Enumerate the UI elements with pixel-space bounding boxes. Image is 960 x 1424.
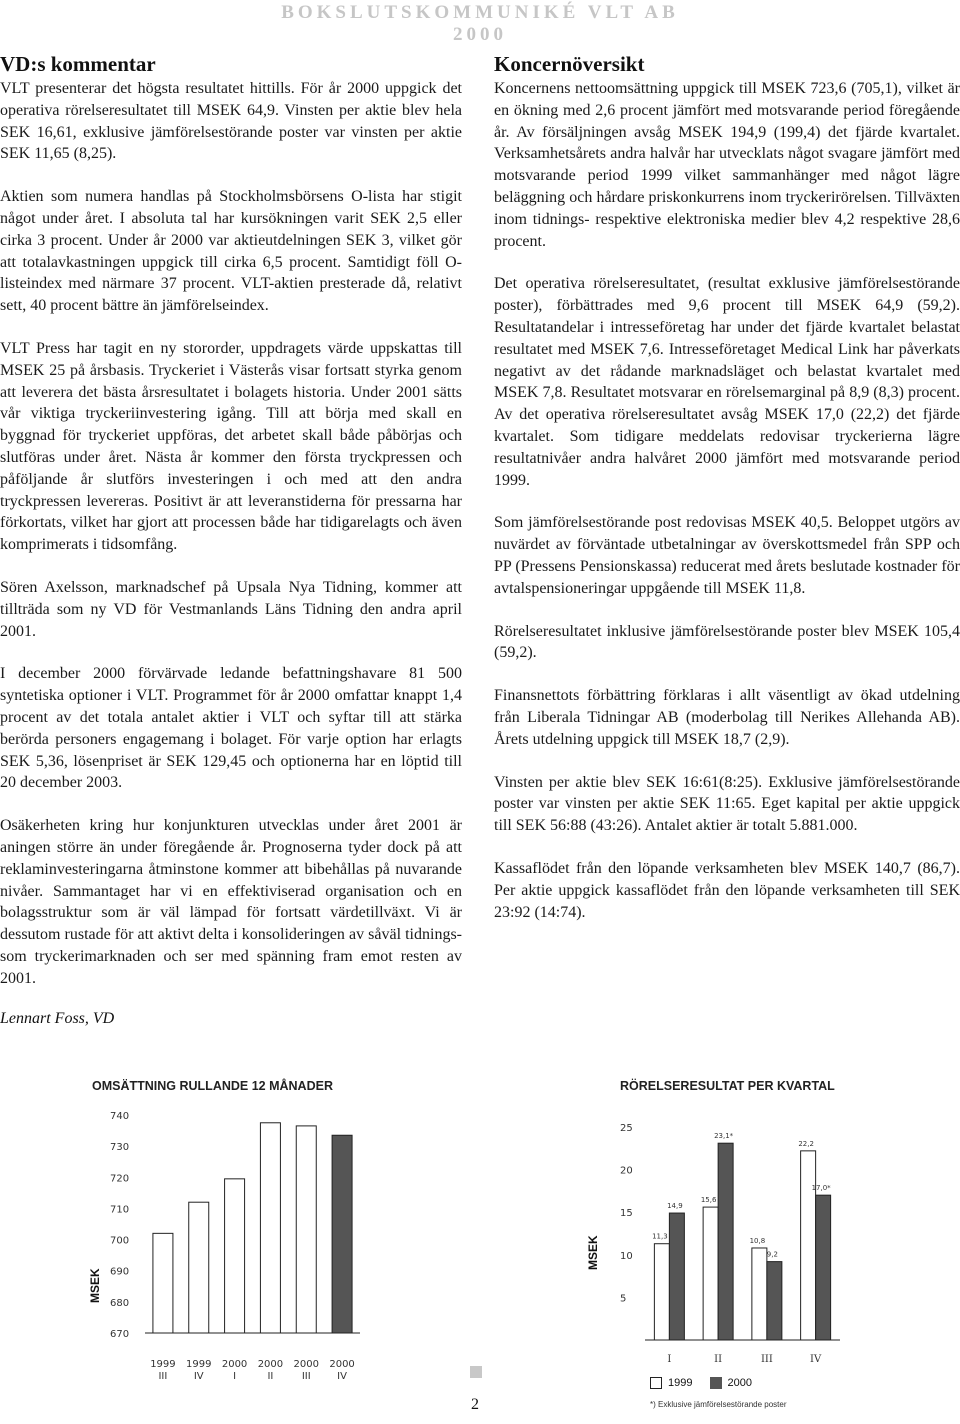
paragraph: Osäkerheten kring hur konjunkturen utvecklas under året 2001 är aningen större än under föregående år. Prognoserna tyder dock på att reklaminvesteringarna åtminstone kommer att bibehållas på nuvarande nivåer. Sammantaget har vi en effektiviserad organisation och en bolagsstruktur som är väl lämpad för fortsatt värdetillväxt. Vi är dessutom rustade för att aktivt delta i konsolideringen av såväl tidnings- som tryckerimarknaden och ser med spänning fram emot resten av 2001. <box>0 817 462 987</box>
bar <box>189 1202 209 1333</box>
chart-y-axis-label: MSEK <box>586 1235 600 1270</box>
legend-label: 1999 <box>668 1377 693 1390</box>
paragraph: Sören Axelsson, marknadschef på Upsala Nya Tidning, kommer att tillträda som ny VD för Vestmanlands Läns Tidning den andra april 2001. <box>0 578 462 640</box>
paragraph: Aktien som numera handlas på Stockholmsbörsens O-lista har stigit något under året. I absoluta tal har kursökningen varit SEK 2,5 eller cirka 3 procent. Under år 2000 var aktieutdelningen SEK 3, vilket gör att totalavkastningen uppgick till cirka 6,5 procent. Samtidigt föll O-listeindex med närmare 37 procent. VLT-aktien presterade då, relativt sett, 40 procent bättre än jämförelseindex. <box>0 188 462 315</box>
y-tick-label: 700 <box>110 1235 130 1247</box>
y-tick-label: 15 <box>620 1208 633 1220</box>
bar <box>225 1179 245 1333</box>
bar <box>801 1151 816 1340</box>
paragraph: Det operativa rörelseresultatet, (resultat exklusive jämförelsestörande poster), förbättrades med 9,6 procent till MSEK 64,9 (59,2). Resultatandelar i intresseföretag har under det fjärde kvartalet belastat resultatet med MSEK 7,6. Intresseföretaget Medical Link har påverkats negativt av det rådande marknadsläget och belastat kvartalet med MSEK 7,8. Resultatet motsvarar en rörelsemarginal på 8,9 (8,3) procent. Av det operativa rörelseresultatet avsåg MSEK 17,0 (22,2) det fjärde kvartalet. Som tidigare meddelats redovisar tryckerierna lägre resultatnivåer andra halvåret 2000 jämfört med motsvarande period 1999. <box>494 275 960 489</box>
bar <box>767 1262 782 1340</box>
section-title-vd-comment: VD:s kommentar <box>0 52 156 76</box>
bar <box>654 1244 669 1340</box>
paragraph: Finansnettots förbättring förklaras i allt väsentligt av ökad utdelning från Liberala Tidningar AB (moderbolag till Nerikes Allehanda AB). Årets utdelning uppgick till MSEK 18,7 (2,9). <box>494 687 960 748</box>
y-tick-label: 20 <box>620 1165 633 1177</box>
data-label: 15,6 <box>700 1196 717 1205</box>
operating-profit-chart-plot <box>560 1075 860 1420</box>
chart-title: RÖRELSERESULTAT PER KVARTAL <box>620 1079 835 1093</box>
x-tick-label: II <box>714 1354 723 1365</box>
y-tick-label: 10 <box>620 1250 633 1262</box>
y-tick-label: 25 <box>620 1123 633 1134</box>
data-label: 22,2 <box>798 1139 814 1148</box>
right-column <box>494 52 960 944</box>
revenue-chart-plot <box>60 1075 410 1400</box>
data-label: 10,8 <box>749 1236 766 1245</box>
legend-swatch-2000 <box>710 1377 722 1389</box>
x-tick-label: IV <box>810 1354 822 1365</box>
data-label: 9,2 <box>766 1250 778 1259</box>
y-tick-label: 710 <box>110 1204 130 1216</box>
x-tick-label: III <box>760 1354 773 1365</box>
bar <box>332 1135 352 1333</box>
chart-title: OMSÄTTNING RULLANDE 12 MÅNADER <box>92 1079 333 1093</box>
x-tick-label: III <box>301 1371 311 1382</box>
page-number: 2 <box>471 1396 479 1413</box>
operating-profit-chart <box>560 1075 860 1420</box>
y-tick-label: 680 <box>110 1297 130 1309</box>
bar <box>153 1233 173 1333</box>
paragraph: Vinsten per aktie blev SEK 16:61(8:25). Exklusive jämförelsestörande poster var vinsten per aktie SEK 11:65. Eget kapital per aktie uppgick till SEK 56:88 (43:26). Antalet aktier är totalt 5.881.000. <box>494 773 960 835</box>
bar <box>703 1207 718 1340</box>
header-title: BOKSLUTSKOMMUNIKÉ VLT AB 2000 <box>281 2 679 45</box>
data-label: 23,1* <box>714 1132 734 1141</box>
legend-label: 2000 <box>727 1377 753 1390</box>
chart-footnote: *) Exklusive jämförelsestörande poster <box>650 1400 787 1409</box>
paragraph: VLT presenterar det högsta resultatet hittills. För år 2000 uppgick det operativa rörelseresultatet till MSEK 64,9. Vinsten per aktie blev hela SEK 16,61, exklusive jämförelsestörande poster var vinsten per aktie SEK 11,65 (8,25). <box>0 80 462 163</box>
y-tick-label: 670 <box>110 1329 130 1340</box>
paragraph: I december 2000 förvärvade ledande befattningshavare 81 500 syntetiska optioner i VLT. Programmet för år 2000 omfattar knappt 1,4 procent av det totala antalet aktier i VLT och syftar till att stärka berörda personers engagemang i bolaget. För varje option har erlagts SEK 5,36, lösenpriset är SEK 129,45 och optionerna har en löptid till 20 december 2003. <box>0 665 462 792</box>
x-tick-label: 1999 <box>150 1359 176 1370</box>
paragraph: Som jämförelsestörande post redovisas MSEK 40,5. Beloppet utgörs av nuvärdet av förväntade utbetalningar av överskottsmedel från SPP och PP (Pressens Pensionskassa) reducerat med årets beslutade kostnader för avtalspensioneringar uppgående till MSEK 11,8. <box>494 514 960 597</box>
y-tick-label: 740 <box>110 1111 130 1122</box>
x-tick-label: 2000 <box>293 1359 319 1370</box>
chart-y-axis-label: MSEK <box>88 1268 102 1303</box>
y-tick-label: 690 <box>110 1266 130 1278</box>
page-header <box>0 0 960 45</box>
bar <box>752 1248 767 1340</box>
x-tick-label: II <box>267 1371 274 1382</box>
x-tick-label: III <box>158 1371 168 1382</box>
paragraph: Kassaflödet från den löpande verksamheten blev MSEK 140,7 (86,7). Per aktie uppgick kassaflödet från den löpande verksamheten till SEK 23:92 (14:74). <box>494 859 960 921</box>
data-label: 11,3 <box>652 1232 668 1241</box>
y-tick-label: 5 <box>620 1293 627 1305</box>
x-tick-label: IV <box>337 1371 347 1382</box>
bar <box>260 1123 280 1333</box>
x-tick-label: 2000 <box>257 1359 284 1370</box>
paragraph: VLT Press har tagit en ny stororder, uppdragets värde uppskattas till MSEK 25 på årsbasis. Tryckeriet i Västerås visar fortsatt styrka genom att leverera det bästa årsresultatet i bolagets historia. Under 2001 sätts vår viktiga tryckeriinvestering igång. Till att börja med skall en byggnad för tryckeriet uppföras, det arbetet skall både påbörjas och slutföras under året. Nästa år kommer den första tryckpressen och påföljande år slutförs investeringen i och med att den andra tryckpressen levereras. Positivt är att leveranstiderna för pressarna har förkortats, vilket har gjort att processen både har tidigarelagts och även komprimerats i tidsomfång. <box>0 339 462 554</box>
legend-swatch-1999 <box>650 1377 662 1389</box>
paragraph: Koncernens nettoomsättning uppgick till MSEK 723,6 (705,1), vilket är en ökning med 2,6 procent jämfört med motsvarande period föregående år. Av försäljningen avsåg MSEK 194,9 (199,4) det fjärde kvartalet. Verksamhetsårets andra halvår har utvecklats något svagare jämfört med motsvarande period 1999 vilket sammanhänger med något lägre beläggning och hårdare priskonkurrens inom tryckerirörelsen. Tillväxten inom tidnings- respektive elektroniska medier blev 4,2 respektive 28,6 procent. <box>494 80 960 250</box>
x-tick-label: 1999 <box>186 1359 212 1370</box>
y-tick-label: 720 <box>110 1173 130 1185</box>
paragraph: Rörelseresultatet inklusive jämförelsestörande poster blev MSEK 105,4 (59,2). <box>494 622 960 662</box>
x-tick-label: IV <box>193 1371 204 1382</box>
x-tick-label: I <box>233 1371 237 1382</box>
x-tick-label: 2000 <box>221 1359 248 1370</box>
y-tick-label: 730 <box>110 1142 130 1154</box>
bar <box>296 1126 316 1333</box>
x-tick-label: 2000 <box>329 1359 355 1370</box>
bar <box>816 1195 831 1340</box>
bar <box>718 1143 733 1340</box>
data-label: 14,9 <box>667 1202 683 1211</box>
revenue-chart <box>60 1075 410 1400</box>
chart-legend <box>650 1377 766 1389</box>
left-column <box>0 52 462 1010</box>
x-tick-label: I <box>667 1354 672 1365</box>
data-label: 17,0* <box>811 1184 831 1193</box>
section-title-group-overview: Koncernöversikt <box>494 52 645 76</box>
signature: Lennart Foss, VD <box>0 1010 115 1027</box>
bar <box>669 1213 684 1340</box>
page-marker <box>470 1366 482 1378</box>
